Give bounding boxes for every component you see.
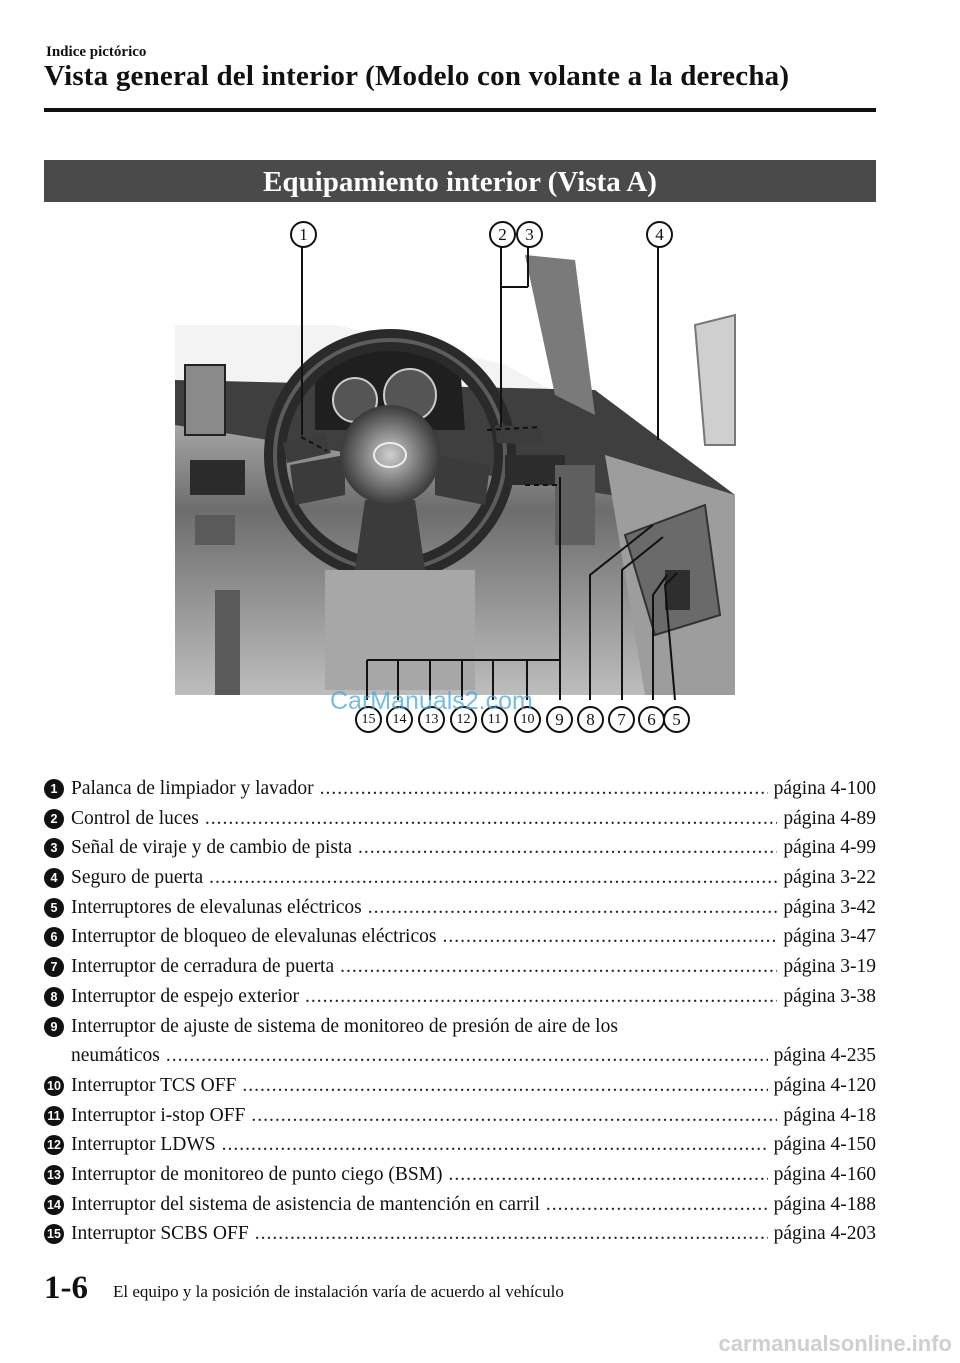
leader-dots (166, 1041, 768, 1071)
item-label: Interruptor de monitoreo de punto ciego (BSM) (71, 1163, 443, 1185)
callout-13: 13 (418, 706, 445, 733)
image-watermark: CarManuals2.com (330, 687, 533, 715)
page-title: Vista general del interior (Modelo con volante a la derecha) (44, 60, 790, 92)
callout-7: 7 (608, 706, 635, 733)
list-item (44, 833, 876, 863)
item-label: Interruptor i-stop OFF (71, 1104, 246, 1126)
item-number-badge: 1 (44, 779, 64, 799)
page-reference: página 4-99 (783, 837, 876, 859)
leader-dots (442, 922, 777, 952)
list-item (44, 1012, 876, 1071)
item-label: Interruptor TCS OFF (71, 1074, 237, 1096)
list-item (44, 863, 876, 893)
leader-dots (205, 804, 778, 834)
item-number-badge: 6 (44, 927, 64, 947)
list-item (44, 1130, 876, 1160)
leader-dots (209, 863, 777, 893)
leader-dots (251, 1101, 777, 1131)
item-label: Palanca de limpiador y lavador (71, 778, 314, 799)
page-reference: página 3-19 (783, 956, 876, 978)
item-number-badge: 4 (44, 868, 64, 888)
page-reference: página 4-188 (773, 1193, 876, 1215)
item-number-badge: 14 (44, 1195, 64, 1215)
leader-dots (305, 982, 777, 1012)
item-label-continuation: neumáticos (71, 1045, 160, 1067)
item-label: Interruptor de espejo exterior (71, 985, 299, 1007)
page-reference: página 3-38 (783, 985, 876, 1007)
section-banner: Equipamiento interior (Vista A) (44, 160, 876, 202)
list-item (44, 952, 876, 982)
list-item (44, 1071, 876, 1101)
leader-dots (242, 1071, 767, 1101)
items-list (44, 774, 876, 1249)
page-reference: página 4-120 (773, 1074, 876, 1096)
title-rule (44, 108, 876, 112)
list-item (44, 804, 876, 834)
list-item (44, 922, 876, 952)
leader-dots (320, 774, 768, 804)
callout-15: 15 (355, 706, 382, 733)
callout-3: 3 (516, 221, 543, 248)
leader-dots (255, 1219, 768, 1249)
item-label: Seguro de puerta (71, 867, 204, 889)
interior-figure (175, 215, 745, 755)
page-reference: página 4-150 (773, 1134, 876, 1156)
callout-2: 2 (489, 221, 516, 248)
item-label: Interruptor SCBS OFF (71, 1223, 249, 1245)
page-reference: página 4-89 (783, 807, 876, 829)
list-item (44, 1219, 876, 1249)
page-reference: página 4-160 (773, 1163, 876, 1185)
item-label: Interruptor LDWS (71, 1134, 216, 1156)
item-number-badge: 8 (44, 987, 64, 1007)
callout-14: 14 (386, 706, 413, 733)
item-number-badge: 3 (44, 838, 64, 858)
leader-dots (368, 893, 778, 923)
callout-6: 6 (638, 706, 665, 733)
list-item (44, 1101, 876, 1131)
footer-note: El equipo y la posición de instalación varía de acuerdo al vehículo (113, 1282, 564, 1301)
list-item (44, 893, 876, 923)
item-number-badge: 7 (44, 957, 64, 977)
corner-watermark: carmanualsonline.info (718, 1331, 952, 1356)
item-label: Interruptor de ajuste de sistema de monitoreo de presión de aire de los (71, 1015, 618, 1037)
callout-8: 8 (577, 706, 604, 733)
item-label: Interruptores de elevalunas eléctricos (71, 896, 362, 918)
list-item (44, 1160, 876, 1190)
leader-dots (449, 1160, 768, 1190)
item-number-badge: 10 (44, 1076, 64, 1096)
page-reference: página 3-47 (783, 926, 876, 948)
callout-4: 4 (646, 221, 673, 248)
item-number-badge: 9 (44, 1017, 64, 1037)
callout-1: 1 (290, 221, 317, 248)
item-number-badge: 15 (44, 1224, 64, 1244)
item-label: Interruptor de cerradura de puerta (71, 956, 335, 978)
callout-12: 12 (450, 706, 477, 733)
leader-dots (340, 952, 777, 982)
page-reference: página 4-203 (773, 1223, 876, 1245)
item-label: Interruptor del sistema de asistencia de mantención en carril (71, 1193, 540, 1215)
item-number-badge: 2 (44, 809, 64, 829)
dashboard-photo (175, 255, 735, 695)
list-item (44, 1190, 876, 1220)
callout-11: 11 (481, 706, 508, 733)
list-item (44, 774, 876, 804)
item-number-badge: 13 (44, 1165, 64, 1185)
page-reference: página 3-42 (783, 896, 876, 918)
leader-dots (358, 833, 777, 863)
item-number-badge: 11 (44, 1106, 64, 1126)
page-reference: página 4-235 (773, 1045, 876, 1067)
leader-dots (222, 1130, 768, 1160)
item-label: Control de luces (71, 807, 199, 829)
section-label: Indice pictórico (46, 44, 147, 60)
page-number: 1-6 (44, 1270, 88, 1306)
leader-dots (546, 1190, 768, 1220)
callout-10: 10 (514, 706, 541, 733)
item-number-badge: 12 (44, 1135, 64, 1155)
item-label: Señal de viraje y de cambio de pista (71, 837, 353, 859)
item-label: Interruptor de bloqueo de elevalunas eléctricos (71, 926, 437, 948)
page-reference: página 4-18 (783, 1104, 876, 1126)
item-number-badge: 5 (44, 898, 64, 918)
callout-9: 9 (546, 706, 573, 733)
page-reference: página 3-22 (783, 867, 876, 889)
page-reference: página 4-100 (773, 778, 876, 799)
list-item (44, 982, 876, 1012)
callout-5: 5 (663, 706, 690, 733)
